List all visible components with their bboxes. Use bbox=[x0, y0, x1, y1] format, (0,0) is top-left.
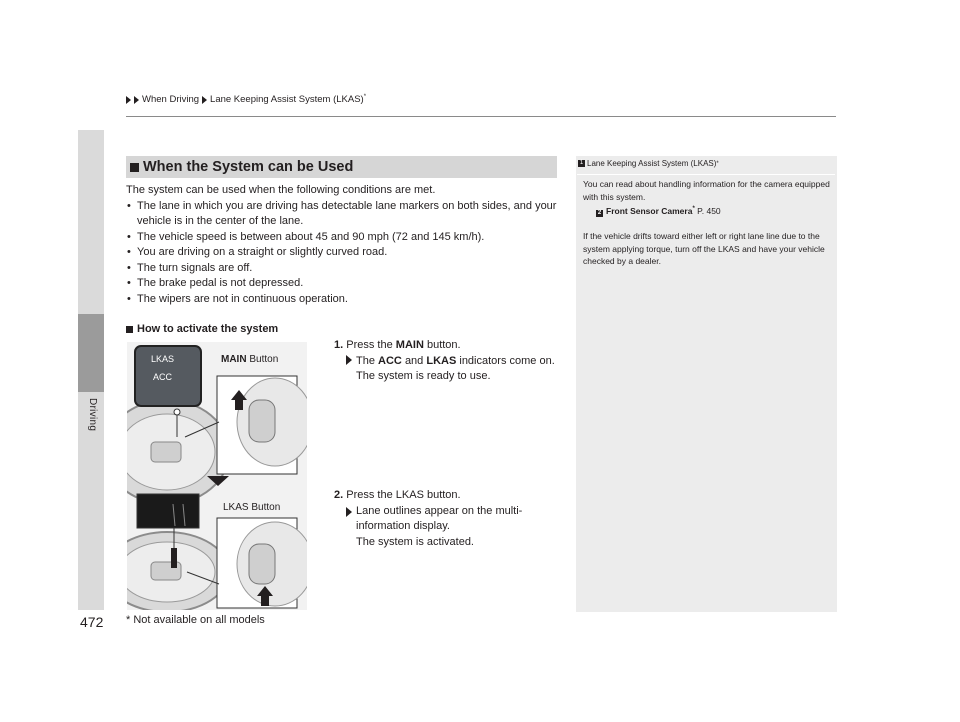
step-2: 2. Press the LKAS button. Lane outlines appear on the multi-information display. The system is activated. bbox=[334, 488, 564, 550]
conditions-block bbox=[126, 183, 566, 307]
lkas-indicator: LKAS bbox=[151, 354, 175, 364]
chapter-label: Driving bbox=[87, 398, 98, 432]
lkas-button-callout: LKAS Button bbox=[223, 502, 281, 513]
breadcrumb-item-lkas[interactable]: Lane Keeping Assist System (LKAS)* bbox=[210, 94, 367, 106]
activate-subheading-text: How to activate the system bbox=[137, 323, 279, 335]
breadcrumb-arrow-icon bbox=[134, 96, 139, 104]
step-2-active: The system is activated. bbox=[356, 535, 474, 548]
heading-square-icon bbox=[130, 163, 139, 172]
breadcrumb-item-when-driving[interactable]: When Driving bbox=[142, 94, 200, 106]
note-marker-icon: 1 bbox=[579, 160, 584, 166]
step-1-ready: The system is ready to use. bbox=[356, 370, 491, 382]
page-number: 472 bbox=[80, 614, 104, 630]
footnote: * Not available on all models bbox=[126, 614, 265, 626]
acc-indicator: ACC bbox=[153, 372, 173, 382]
note-para-2: If the vehicle drifts toward either left or right lane line due to the system applying torque, turn off the LKAS and have your vehicle checked by a dealer. bbox=[583, 231, 825, 266]
condition-item: • The wipers are not in continuous operation. bbox=[126, 292, 566, 308]
note-cross-reference[interactable]: 2 Front Sensor Camera* P. 450 bbox=[597, 205, 721, 216]
conditions-intro: The system can be used when the following conditions are met. bbox=[126, 184, 436, 196]
subheading-square-icon bbox=[126, 326, 133, 333]
note-panel bbox=[576, 156, 837, 612]
condition-item: • The vehicle speed is between about 45 and 90 mph (72 and 145 km/h). bbox=[126, 230, 566, 246]
condition-item: • The brake pedal is not depressed. bbox=[126, 276, 566, 292]
step-number: 2. bbox=[334, 489, 344, 501]
note-title: 1 Lane Keeping Assist System (LKAS) * bbox=[579, 159, 719, 168]
steering-wheel-illustration bbox=[127, 342, 307, 610]
breadcrumb-arrow-icon bbox=[202, 96, 207, 104]
main-button-ref: MAIN bbox=[395, 339, 424, 351]
breadcrumb-arrow-icon bbox=[126, 96, 131, 104]
condition-item: • The turn signals are off. bbox=[126, 261, 566, 277]
note-divider bbox=[577, 174, 835, 175]
breadcrumb bbox=[126, 94, 366, 105]
steering-wheel-diagram bbox=[127, 342, 307, 610]
result-arrow-icon bbox=[346, 355, 352, 365]
section-heading bbox=[126, 156, 557, 178]
step-1: 1. Press the MAIN button. The ACC and LKAS indicators come on. The system is ready to use. bbox=[334, 338, 564, 385]
header-divider bbox=[126, 116, 836, 117]
chapter-side-tab-active[interactable] bbox=[78, 314, 104, 392]
note-para-1: You can read about handling information for the camera equipped with this system. bbox=[583, 179, 830, 202]
main-button-callout: MAIN Button bbox=[221, 354, 279, 365]
conditions-list bbox=[126, 199, 566, 308]
condition-item: • You are driving on a straight or slightly curved road. bbox=[126, 245, 566, 261]
result-arrow-icon bbox=[346, 507, 352, 517]
section-heading-text: When the System can be Used bbox=[143, 159, 354, 175]
step-number: 1. bbox=[334, 339, 344, 351]
activate-subheading bbox=[126, 323, 278, 335]
condition-item: • The lane in which you are driving has detectable lane markers on both sides, and your vehicle is in the center of the lane. bbox=[126, 199, 566, 230]
page-reference-icon: 2 bbox=[597, 209, 602, 216]
